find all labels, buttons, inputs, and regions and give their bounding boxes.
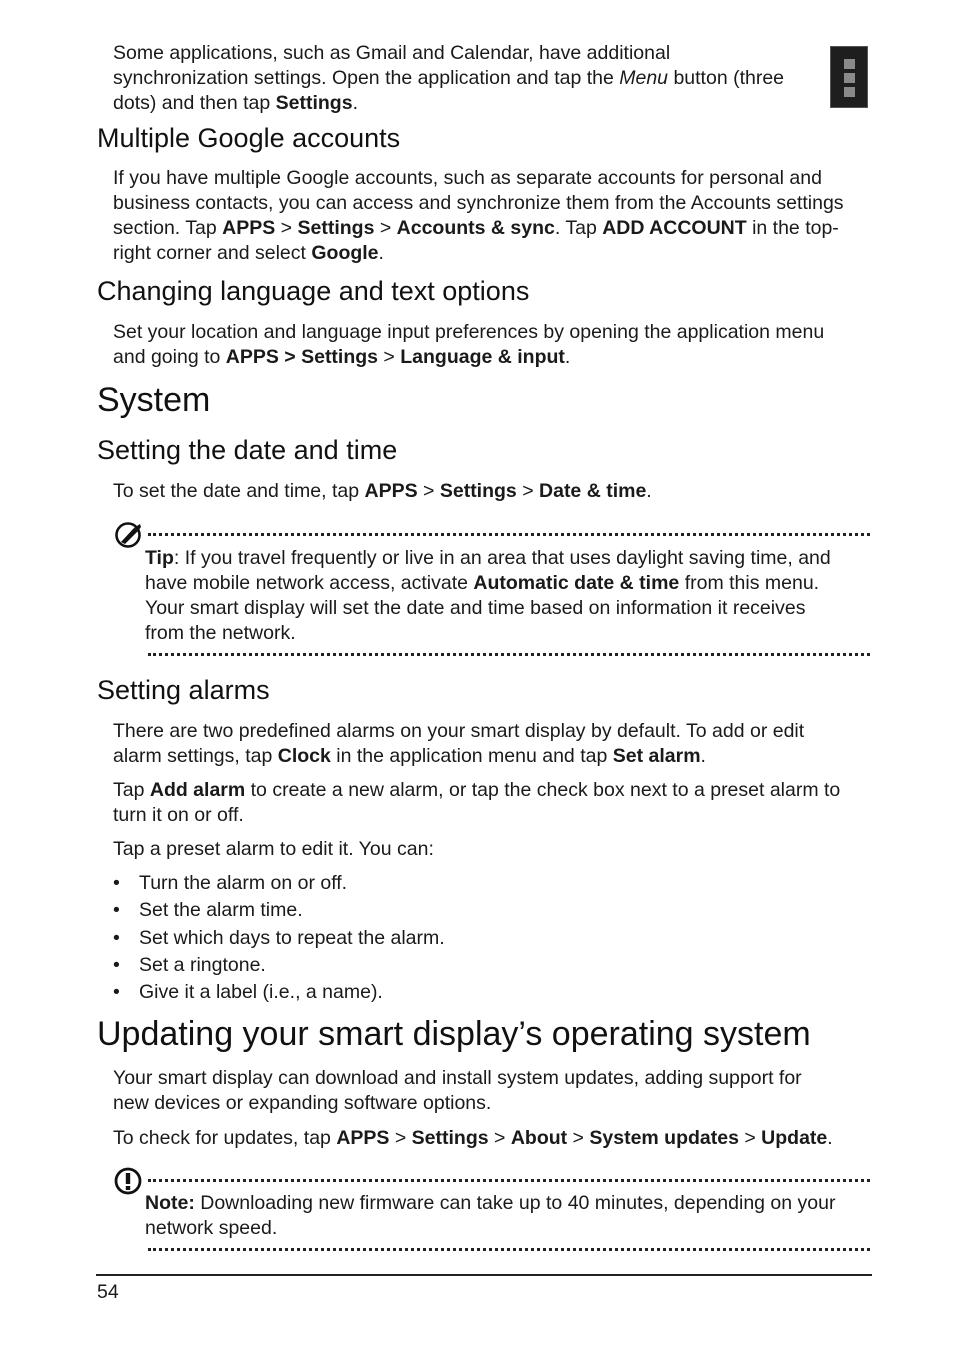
tip-text: Tip: If you travel frequently or live in an area that uses daylight saving time, and have mobile network access, activate Automatic date & time from this menu. Your smart display will set the date and time based on information it receives from the network. — [145, 547, 831, 644]
list-item: • Give it a label (i.e., a name). — [113, 980, 445, 1007]
menu-term: Menu — [619, 67, 669, 89]
multiple-accounts-paragraph: If you have multiple Google accounts, such as separate accounts for personal and business contacts, you can access and synchronize them from the Accounts settings section. Tap APPS > Settings > Accounts & sync. Tap ADD ACCOUNT in the top- right corner and select Google. — [113, 167, 844, 264]
updating-paragraph-1: Your smart display can download and install system updates, adding support for new devices or expanding software options. — [113, 1067, 802, 1114]
note-top-divider — [148, 1179, 870, 1182]
heading-multiple-accounts: Multiple Google accounts — [97, 123, 401, 153]
list-item: • Set a ringtone. — [113, 953, 445, 980]
intro-line-2: synchronization settings. Open the application and tap the Menu button (three — [113, 67, 785, 89]
page-number: 54 — [97, 1281, 119, 1303]
intro-line-1: Some applications, such as Gmail and Calendar, have additional — [113, 42, 671, 64]
menu-dots-icon — [830, 46, 868, 108]
language-paragraph: Set your location and language input preferences by opening the application menu and going to APPS > Settings > Language & input. — [113, 321, 825, 368]
alarm-options-list — [113, 871, 445, 1007]
heading-language: Changing language and text options — [97, 276, 530, 306]
note-text: Note: Downloading new firmware can take up to 40 minutes, depending on your network speed. — [145, 1192, 836, 1239]
list-item: • Turn the alarm on or off. — [113, 871, 445, 898]
intro-paragraph — [113, 41, 784, 116]
tip-top-divider — [148, 533, 870, 536]
footer-rule — [96, 1274, 872, 1276]
list-item: • Set the alarm time. — [113, 898, 445, 925]
tip-bottom-divider — [148, 653, 870, 656]
intro-line-3: dots) and then tap Settings. — [113, 92, 358, 114]
updating-paragraph-2: To check for updates, tap APPS > Settings > About > System updates > Update. — [113, 1127, 833, 1149]
heading-alarms: Setting alarms — [97, 675, 270, 705]
warning-exclamation-icon — [113, 1166, 143, 1196]
date-time-paragraph: To set the date and time, tap APPS > Settings > Date & time. — [113, 480, 652, 502]
heading-system: System — [97, 381, 211, 419]
note-bottom-divider — [148, 1248, 870, 1251]
alarms-paragraph-1: There are two predefined alarms on your smart display by default. To add or edit alarm settings, tap Clock in the application menu and tap Set alarm. — [113, 720, 805, 767]
alarms-paragraph-2: Tap Add alarm to create a new alarm, or tap the check box next to a preset alarm to turn it on or off. — [113, 779, 841, 826]
list-item: • Set which days to repeat the alarm. — [113, 926, 445, 953]
heading-date-time: Setting the date and time — [97, 435, 398, 465]
alarms-paragraph-3: Tap a preset alarm to edit it. You can: — [113, 838, 434, 860]
heading-updating: Updating your smart display’s operating system — [97, 1015, 811, 1053]
tip-pen-icon — [114, 520, 144, 550]
